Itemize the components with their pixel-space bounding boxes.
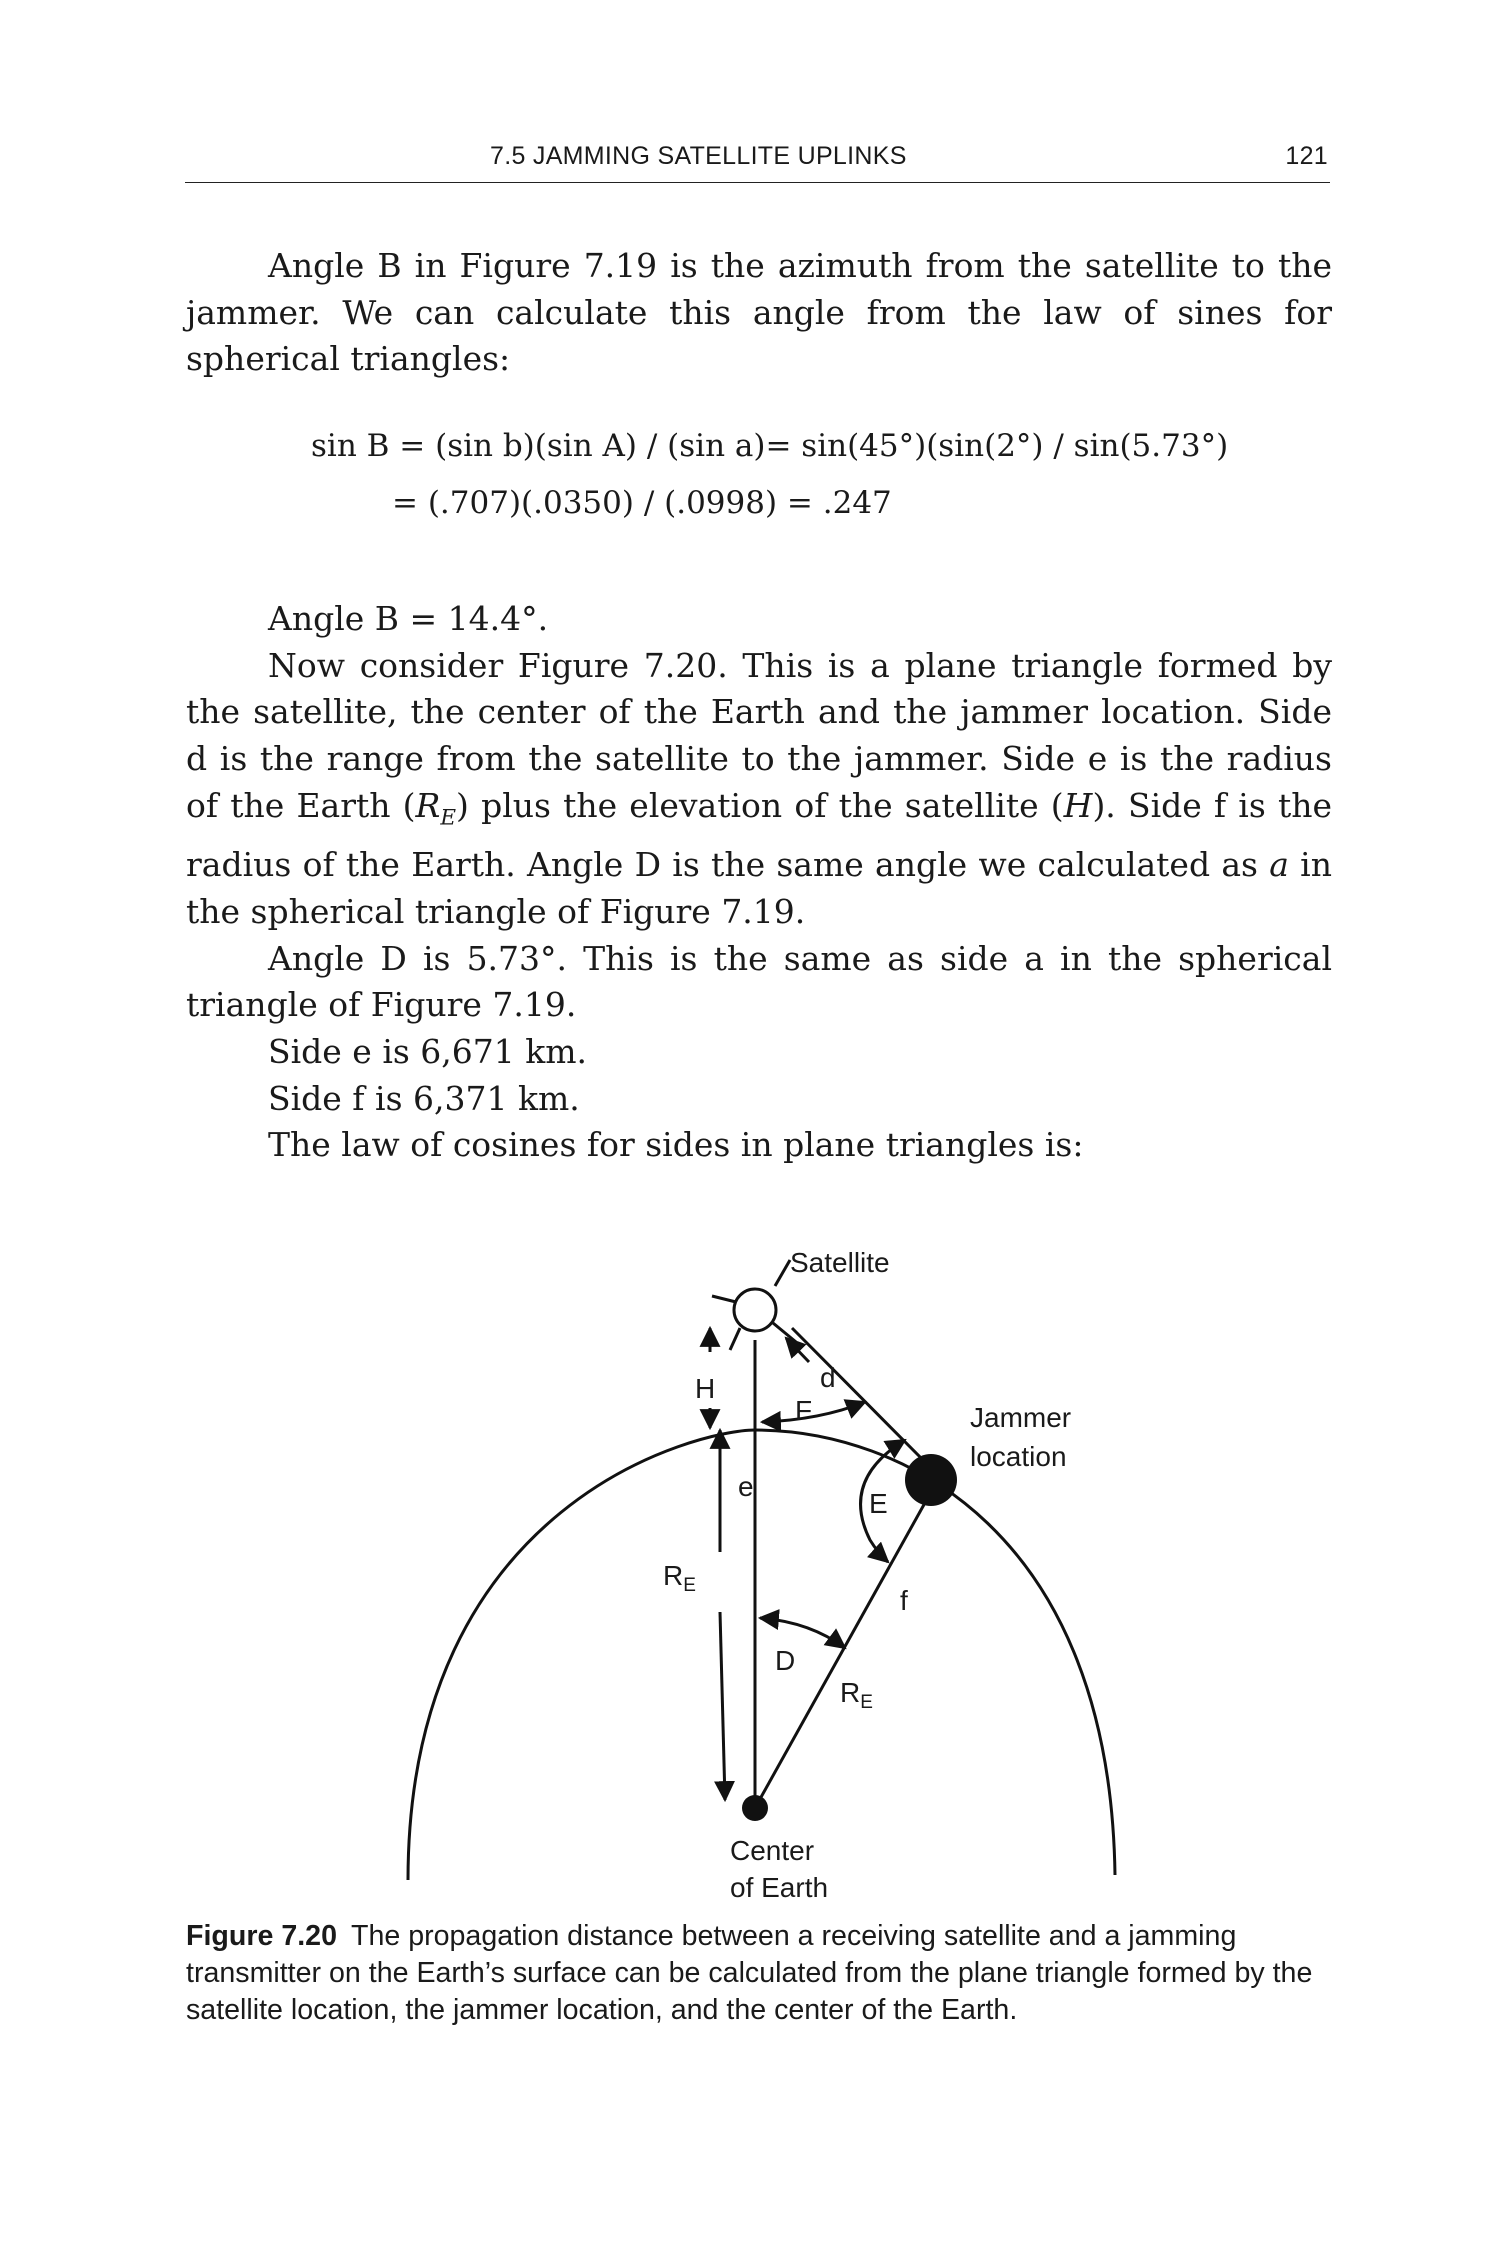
section-title: 7.5 JAMMING SATELLITE UPLINKS: [490, 142, 907, 170]
page-number: 121: [1285, 142, 1328, 170]
label-re-right: $R_E$: [840, 1677, 873, 1713]
label-jammer-2: location: [970, 1441, 1067, 1472]
label-jammer-1: Jammer: [970, 1402, 1072, 1433]
angle-d-arc: [760, 1618, 845, 1648]
running-head: [185, 138, 1330, 183]
paragraph-1-text: Angle B in Figure 7.19 is the azimuth from the satellite to the jammer. We can calculate this angle from the law of sines for spherical triangles:: [186, 246, 1332, 379]
label-satellite: Satellite: [790, 1247, 890, 1278]
caption-text: The propagation distance between a receiving satellite and a jamming transmitter on the Earth’s surface can be calculated from the plane triangle formed by the satellite location, the jammer location, and the center of the Earth.: [186, 1920, 1313, 2026]
paragraph-4: Angle D is 5.73°. This is the same as side a in the spherical triangle of Figure 7.19.: [186, 938, 1332, 1025]
caption-figure-number: Figure 7.20: [186, 1920, 337, 1952]
paragraph-2: Angle B = 14.4°.: [268, 599, 549, 638]
label-center-1: Center: [730, 1835, 815, 1866]
figure-diagram: [400, 1230, 1140, 1910]
angle-f-arc: [762, 1402, 865, 1422]
label-re-left: $R_E$: [663, 1560, 696, 1596]
label-center-2: of Earth: [730, 1872, 829, 1903]
label-angle-f: F: [795, 1395, 813, 1426]
paragraph-3: Now consider Figure 7.20. This is a plane triangle formed by the satellite, the center of the Earth and the jammer location. Side d is the range from the satellite to the jammer. Side e is the radius of the Earth $(R_E)$ plus the elevation of the satellite (H). Side f is the radius of the Earth. Angle D is the same angle we calculated as a in the spherical triangle of Figure 7.19.: [186, 645, 1332, 931]
figure-7-20: [400, 1230, 1140, 1910]
label-side-f: f: [900, 1585, 908, 1616]
figure-caption: [186, 1918, 1332, 2029]
body-text-block: [186, 596, 1332, 1169]
center-of-earth-dot: [742, 1795, 768, 1821]
jammer-location-dot: [905, 1454, 957, 1506]
equation-line-2: = (.707)(.0350) / (.0998) = .247: [392, 485, 892, 521]
paragraph-7: The law of cosines for sides in plane triangles is:: [268, 1125, 1084, 1165]
satellite-icon: [734, 1289, 776, 1331]
label-angle-e: E: [869, 1488, 888, 1519]
label-angle-d: D: [775, 1645, 796, 1676]
paragraph-6: Side f is 6,371 km.: [268, 1078, 580, 1118]
label-side-e: e: [738, 1471, 754, 1502]
equation-line-1: sin B = (sin b)(sin A) / (sin a)= sin(45°)(sin(2°) / sin(5.73°): [311, 428, 1229, 464]
label-h: H: [695, 1373, 716, 1404]
paragraph-1: [186, 243, 1332, 383]
paragraph-5: Side e is 6,671 km.: [268, 1031, 588, 1071]
re-arrow-down: [720, 1612, 725, 1800]
label-d: d: [820, 1362, 836, 1393]
